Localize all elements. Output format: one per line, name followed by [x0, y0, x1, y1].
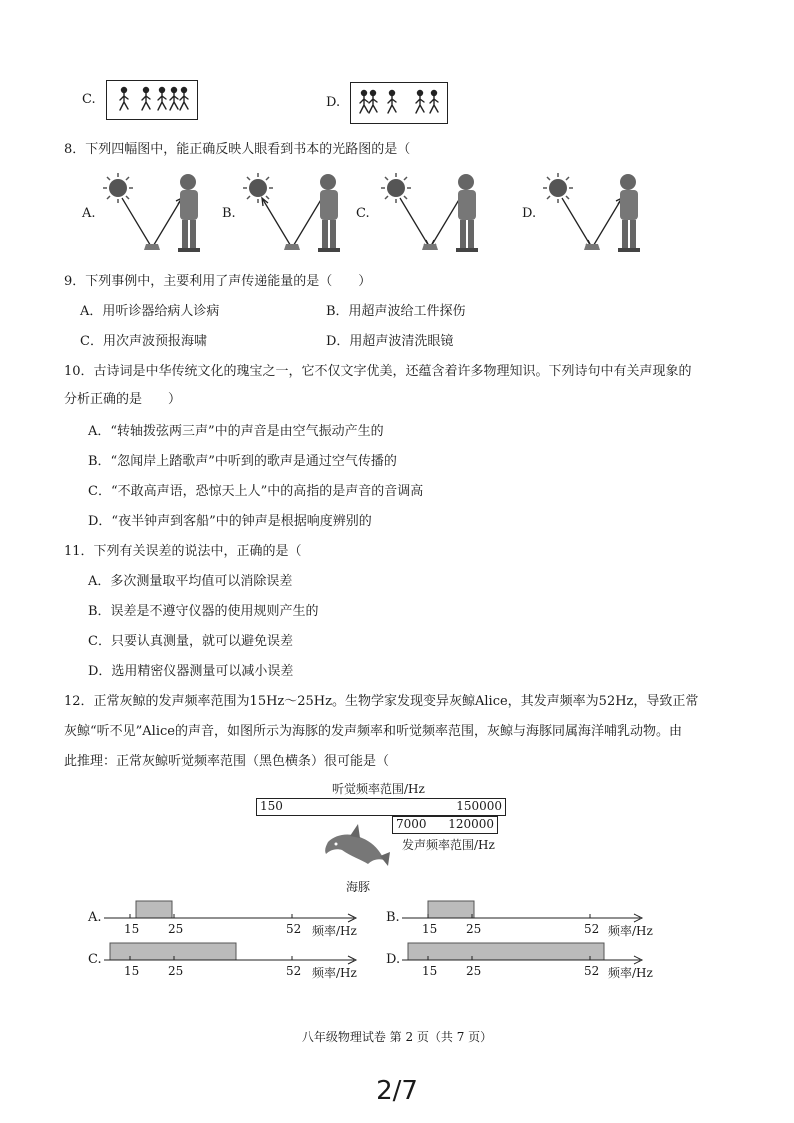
q12-option-b-label: B.: [386, 910, 400, 925]
dolphin-icon: [322, 820, 394, 876]
q12-stem-line3: 此推理：正常灰鲸听觉频率范围（黑色横条）很可能是（: [64, 754, 390, 769]
hearing-range-bar: [256, 798, 506, 816]
q9-option-d: D．用超声波清洗眼镜: [326, 334, 454, 349]
sun-icon: [543, 173, 573, 203]
q9-stem: 9．下列事例中，主要利用了声传递能量的是（ ）: [64, 274, 372, 289]
sun-icon: [243, 173, 273, 203]
q12-a-tick-15: 15: [124, 922, 140, 936]
page-footer: 八年级物理试卷 第 2 页（共 7 页）: [301, 1030, 493, 1044]
q12-a-tick-52: 52: [286, 922, 302, 936]
q8-option-a-label: A.: [82, 206, 96, 221]
q12-c-tick-15: 15: [124, 964, 140, 978]
q11-stem: 11．下列有关误差的说法中，正确的是（: [64, 544, 302, 559]
person-icon: [318, 174, 340, 252]
q11-option-d: D．选用精密仪器测量可以减小误差: [88, 664, 294, 679]
q7-option-c-figure: [106, 80, 198, 120]
q12-b-tick-25: 25: [466, 922, 482, 936]
q12-b-axis-unit: 频率/Hz: [608, 924, 653, 938]
q12-c-axis-unit: 频率/Hz: [312, 966, 357, 980]
dolphin-label: 海豚: [346, 880, 371, 894]
q8-option-c-figure: [374, 168, 490, 264]
person-icon: [178, 174, 200, 252]
q12-option-a-label: A.: [88, 910, 102, 925]
walkers-c-icon: [107, 81, 197, 119]
q12-d-tick-15: 15: [422, 964, 438, 978]
walkers-d-icon: [351, 83, 447, 123]
q12-stem-line2: 灰鲸“听不见”Alice的声音，如图所示为海豚的发声频率和听觉频率范围，灰鲸与海豚同属海洋哺乳动物。由: [64, 724, 682, 739]
book-icon: [284, 244, 300, 250]
book-icon: [422, 244, 438, 250]
voice-range-title: 发声频率范围/Hz: [402, 838, 495, 852]
q8-option-a-figure: [100, 168, 212, 264]
voice-low-label: 7000: [396, 817, 427, 831]
q12-d-tick-25: 25: [466, 964, 482, 978]
q11-option-c: C．只要认真测量，就可以避免误差: [88, 634, 293, 649]
q12-d-tick-52: 52: [584, 964, 600, 978]
voice-range-bar: [392, 816, 498, 834]
sun-icon: [103, 173, 133, 203]
book-icon: [584, 244, 600, 250]
sun-icon: [381, 173, 411, 203]
voice-high-label: 120000: [448, 817, 494, 831]
q9-option-b: B．用超声波给工件探伤: [326, 304, 466, 319]
q8-option-b-figure: [240, 168, 352, 264]
q12-b-tick-52: 52: [584, 922, 600, 936]
q9-option-a: A．用听诊器给病人诊病: [80, 304, 220, 319]
q8-option-c-label: C.: [356, 206, 370, 221]
hearing-low-label: 150: [260, 799, 283, 813]
q12-c-tick-52: 52: [286, 964, 302, 978]
q8-option-d-figure: [540, 168, 652, 264]
q12-option-c-label: C.: [88, 952, 102, 967]
q12-b-tick-15: 15: [422, 922, 438, 936]
q7-option-d-figure: [350, 82, 448, 124]
q8-stem: 8．下列四幅图中，能正确反映人眼看到书本的光路图的是（: [64, 142, 411, 157]
q12-c-tick-25: 25: [168, 964, 184, 978]
q10-option-d: D．“夜半钟声到客船”中的钟声是根据响度辨别的: [88, 514, 372, 529]
q8-option-d-label: D.: [522, 206, 537, 221]
q10-option-a: A．“转轴拨弦两三声”中的声音是由空气振动产生的: [88, 424, 384, 439]
q9-option-c: C．用次声波预报海啸: [80, 334, 207, 349]
hearing-range-title: 听觉频率范围/Hz: [332, 782, 425, 796]
q12-a-tick-25: 25: [168, 922, 184, 936]
hearing-high-label: 150000: [456, 799, 502, 813]
q7-option-d-label: D.: [326, 95, 341, 110]
q11-option-b: B．误差是不遵守仪器的使用规则产生的: [88, 604, 319, 619]
q10-option-c: C．“不敢高声语，恐惊天上人”中的高指的是声音的音调高: [88, 484, 424, 499]
q12-stem-line1: 12．正常灰鲸的发声频率范围为15Hz～25Hz。生物学家发现变异灰鲸Alice，其发声频率为52Hz，导致正常: [64, 694, 699, 709]
q7-option-c-label: C.: [82, 92, 96, 107]
q10-stem-line2: 分析正确的是 ）: [64, 392, 182, 407]
q11-option-a: A．多次测量取平均值可以消除误差: [88, 574, 293, 589]
q12-d-axis-unit: 频率/Hz: [608, 966, 653, 980]
q12-a-axis-unit: 频率/Hz: [312, 924, 357, 938]
q12-option-d-label: D.: [386, 952, 401, 967]
q10-option-b: B．“忽闻岸上踏歌声”中听到的歌声是通过空气传播的: [88, 454, 397, 469]
person-icon: [456, 174, 478, 252]
q10-stem-line1: 10．古诗词是中华传统文化的瑰宝之一，它不仅文字优美，还蕴含着许多物理知识。下列诗句中有关声现象的: [64, 364, 692, 379]
person-icon: [618, 174, 640, 252]
q8-option-b-label: B.: [222, 206, 236, 221]
book-icon: [144, 244, 160, 250]
page-number: 2/7: [376, 1076, 418, 1106]
